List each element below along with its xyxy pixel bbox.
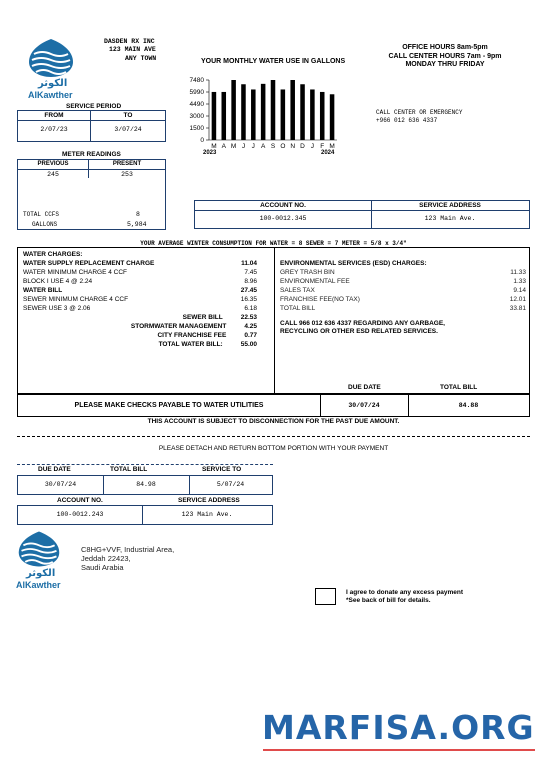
y-tick-label: 3000 bbox=[189, 113, 204, 121]
company-name: DASDEN RX INC bbox=[104, 38, 155, 45]
water-line-value: 6.18 bbox=[244, 305, 257, 312]
y-tick-label: 4490 bbox=[189, 101, 204, 109]
env-line-label: FRANCHISE FEE(NO TAX) bbox=[280, 296, 360, 303]
water-total-value: 55.00 bbox=[240, 341, 257, 348]
service-period-title: SERVICE PERIOD bbox=[66, 103, 122, 110]
usage-bar bbox=[330, 94, 335, 140]
donate-checkbox[interactable] bbox=[315, 588, 336, 605]
water-totals bbox=[23, 313, 257, 349]
from-label: FROM bbox=[44, 112, 64, 119]
mailing-line2: Jeddah 22423, bbox=[81, 554, 131, 563]
x-tick-label: M bbox=[230, 143, 237, 150]
total-ccfs-label: TOTAL CCFS bbox=[23, 211, 60, 218]
stub-account-label: ACCOUNT NO. bbox=[57, 497, 103, 504]
x-tick-label: A bbox=[260, 143, 266, 150]
supply-value: 11.04 bbox=[241, 260, 257, 267]
present-label: PRESENT bbox=[112, 161, 142, 167]
stub-due-label: DUE DATE bbox=[38, 466, 71, 473]
office-line3: MONDAY THRU FRIDAY bbox=[405, 61, 485, 68]
year-label: 2023 bbox=[203, 150, 217, 156]
total-bill-label: TOTAL BILL bbox=[440, 384, 478, 391]
payable-row bbox=[17, 394, 530, 417]
stub-total-label: TOTAL BILL bbox=[110, 466, 148, 473]
water-line-row bbox=[23, 277, 257, 286]
env-line-value: 12.01 bbox=[509, 296, 526, 303]
account-number: 100-0012.345 bbox=[259, 215, 307, 222]
stub-service-to: 5/07/24 bbox=[216, 481, 245, 488]
water-line-row bbox=[23, 304, 257, 313]
water-total-value: 4.25 bbox=[244, 323, 257, 330]
previous-label: PREVIOUS bbox=[37, 161, 69, 167]
office-line1: OFFICE HOURS 8am-5pm bbox=[402, 44, 488, 51]
mailing-address bbox=[81, 545, 174, 572]
disconnect-notice: THIS ACCOUNT IS SUBJECT TO DISCONNECTION FOR THE PAST DUE AMOUNT. bbox=[147, 418, 400, 425]
x-tick-label: F bbox=[320, 143, 325, 150]
supply-label: WATER SUPPLY REPLACEMENT CHARGE bbox=[23, 260, 155, 267]
usage-bar bbox=[241, 84, 246, 140]
water-line-value: 8.96 bbox=[244, 278, 257, 285]
charges-box bbox=[17, 247, 530, 394]
stub-account-number: 100-0012.243 bbox=[56, 511, 104, 518]
company-city: ANY TOWN bbox=[125, 55, 157, 62]
stub-due-box bbox=[17, 475, 273, 495]
service-period-box bbox=[17, 110, 166, 142]
account-label: ACCOUNT NO. bbox=[260, 202, 306, 209]
env-line-value: 33.81 bbox=[509, 305, 526, 312]
x-tick-label: D bbox=[300, 143, 305, 150]
from-date: 2/07/23 bbox=[40, 126, 68, 133]
y-tick-label: 5990 bbox=[189, 89, 204, 97]
env-line-label: TOTAL BILL bbox=[280, 305, 316, 312]
water-line-label: SEWER MINIMUM CHARGE 4 CCF bbox=[23, 296, 129, 303]
env-line-row bbox=[280, 286, 526, 295]
bottom-logo-name: AlKawther bbox=[16, 580, 61, 590]
x-tick-label: M bbox=[329, 143, 335, 150]
usage-bar bbox=[261, 84, 266, 140]
usage-chart bbox=[180, 74, 350, 166]
water-total-value: 0.77 bbox=[244, 332, 257, 339]
usage-bar bbox=[281, 89, 286, 140]
usage-bar bbox=[310, 89, 315, 140]
water-drop-logo-icon bbox=[26, 38, 76, 78]
company-street: 123 MAIN AVE bbox=[109, 46, 156, 53]
water-total-label: CITY FRANCHISE FEE bbox=[157, 332, 227, 339]
usage-bar bbox=[222, 92, 227, 140]
logo-arabic: الكوثر bbox=[38, 78, 68, 89]
chart-title: YOUR MONTHLY WATER USE IN GALLONS bbox=[201, 58, 346, 65]
to-label: TO bbox=[123, 112, 133, 119]
water-total-label: STORMWATER MANAGEMENT bbox=[130, 323, 227, 330]
usage-bar bbox=[251, 89, 256, 140]
x-tick-label: M bbox=[211, 143, 217, 150]
mailing-line1: C8HG+VVF, Industrial Area, bbox=[81, 545, 175, 554]
env-line-row bbox=[280, 268, 526, 277]
water-line-label: WATER BILL bbox=[23, 287, 63, 294]
water-line-row bbox=[23, 286, 257, 295]
stub-service-address: 123 Main Ave. bbox=[181, 511, 233, 518]
account-box bbox=[194, 200, 530, 229]
usage-bar bbox=[320, 92, 325, 140]
water-line-row bbox=[23, 295, 257, 304]
detach-divider bbox=[17, 436, 530, 437]
detach-notice: PLEASE DETACH AND RETURN BOTTOM PORTION WITH YOUR PAYMENT bbox=[158, 445, 389, 452]
env-line-label: SALES TAX bbox=[280, 287, 315, 294]
env-line-row bbox=[280, 304, 526, 313]
water-total-label: TOTAL WATER BILL: bbox=[158, 341, 223, 348]
watermark: MARFISA.ORG bbox=[262, 708, 535, 747]
total-bill: 84.88 bbox=[458, 402, 479, 409]
due-date-label: DUE DATE bbox=[348, 384, 381, 391]
gallons: 5,984 bbox=[127, 221, 147, 228]
x-tick-label: J bbox=[251, 143, 255, 150]
water-line-label: SEWER USE 3 @ 2.06 bbox=[23, 305, 91, 312]
winter-consumption: YOUR AVERAGE WINTER CONSUMPTION FOR WATER = 8 SEWER = 7 METER = 5/8 x 3/4" bbox=[140, 240, 407, 247]
present-reading: 253 bbox=[121, 171, 133, 178]
water-total-value: 22.53 bbox=[240, 314, 257, 321]
watermark-underline bbox=[263, 749, 535, 751]
x-tick-label: J bbox=[310, 143, 315, 150]
env-note-2: RECYCLING OR OTHER ESD RELATED SERVICES. bbox=[280, 328, 438, 335]
env-section bbox=[280, 259, 526, 336]
env-line-value: 11.33 bbox=[510, 269, 526, 276]
logo-name: AlKawther bbox=[28, 90, 73, 100]
usage-bar bbox=[271, 80, 276, 140]
stub-due-date: 30/07/24 bbox=[44, 481, 77, 488]
env-note-1: CALL 966 012 636 4337 REGARDING ANY GARBAGE, bbox=[280, 320, 445, 327]
env-line-value: 1.33 bbox=[513, 278, 526, 285]
y-tick-label: 0 bbox=[200, 137, 204, 145]
address-label: SERVICE ADDRESS bbox=[419, 202, 481, 209]
water-line-row bbox=[23, 268, 257, 277]
donate-line1: I agree to donate any excess payment bbox=[346, 589, 464, 596]
env-line-value: 9.14 bbox=[513, 287, 526, 294]
y-tick-label: 1500 bbox=[189, 125, 204, 133]
x-tick-label: N bbox=[290, 143, 296, 150]
x-tick-label: A bbox=[221, 143, 226, 150]
y-tick-label: 7480 bbox=[189, 77, 204, 85]
x-tick-label: J bbox=[241, 143, 246, 150]
water-heading: WATER CHARGES: bbox=[23, 251, 83, 258]
env-line-row bbox=[280, 277, 526, 286]
water-drop-logo-icon bbox=[16, 530, 62, 568]
env-line-row bbox=[280, 295, 526, 304]
stub-account-box bbox=[17, 505, 273, 525]
water-total-label: SEWER BILL bbox=[182, 314, 223, 321]
stub-header-divider bbox=[17, 464, 273, 465]
water-line-value: 16.35 bbox=[240, 296, 257, 303]
env-line-label: GREY TRASH BIN bbox=[280, 269, 335, 276]
to-date: 3/07/24 bbox=[114, 126, 142, 133]
total-ccfs: 8 bbox=[136, 211, 140, 218]
stub-service-label: SERVICE TO bbox=[202, 466, 242, 473]
call-center-phone: +966 012 636 4337 bbox=[376, 117, 438, 124]
year-label: 2024 bbox=[321, 150, 335, 156]
water-total-row bbox=[23, 322, 257, 331]
env-line-label: ENVIRONMENTAL FEE bbox=[280, 278, 350, 285]
water-line-value: 7.45 bbox=[244, 269, 257, 276]
x-tick-label: S bbox=[270, 143, 276, 150]
call-center bbox=[376, 109, 462, 125]
bottom-logo-arabic: الكوثر bbox=[26, 568, 56, 579]
water-total-row bbox=[23, 313, 257, 322]
meter-box bbox=[17, 159, 166, 230]
water-total-row bbox=[23, 340, 257, 349]
usage-bar bbox=[300, 84, 305, 140]
office-hours bbox=[370, 44, 520, 70]
meter-title: METER READINGS bbox=[62, 151, 121, 158]
env-lines bbox=[280, 268, 526, 313]
water-line-label: BLOCK I USE 4 @ 2.24 bbox=[23, 278, 93, 285]
water-line-label: WATER MINIMUM CHARGE 4 CCF bbox=[23, 269, 127, 276]
water-lines bbox=[23, 268, 257, 313]
water-section bbox=[23, 250, 257, 349]
service-address: 123 Main Ave. bbox=[424, 215, 476, 222]
x-tick-label: O bbox=[280, 143, 286, 150]
usage-bar bbox=[290, 80, 295, 140]
usage-bar bbox=[231, 80, 236, 140]
mailing-line3: Saudi Arabia bbox=[81, 563, 124, 572]
water-total-row bbox=[23, 331, 257, 340]
payable-text: PLEASE MAKE CHECKS PAYABLE TO WATER UTILITIES bbox=[74, 402, 264, 409]
due-date: 30/07/24 bbox=[348, 402, 380, 409]
gallons-label: GALLONS bbox=[32, 221, 58, 228]
water-line-value: 27.45 bbox=[240, 287, 257, 294]
donate-text bbox=[346, 589, 463, 605]
usage-bar bbox=[212, 92, 217, 140]
env-heading: ENVIRONMENTAL SERVICES (ESD) CHARGES: bbox=[280, 260, 427, 267]
previous-reading: 245 bbox=[47, 171, 59, 178]
donate-line2: *See back of bill for details. bbox=[346, 597, 431, 604]
office-line2: CALL CENTER HOURS 7am - 9pm bbox=[388, 52, 502, 60]
stub-total: 84.98 bbox=[136, 481, 156, 488]
call-center-label: CALL CENTER OR EMERGENCY bbox=[376, 109, 463, 116]
stub-address-label: SERVICE ADDRESS bbox=[178, 497, 240, 504]
